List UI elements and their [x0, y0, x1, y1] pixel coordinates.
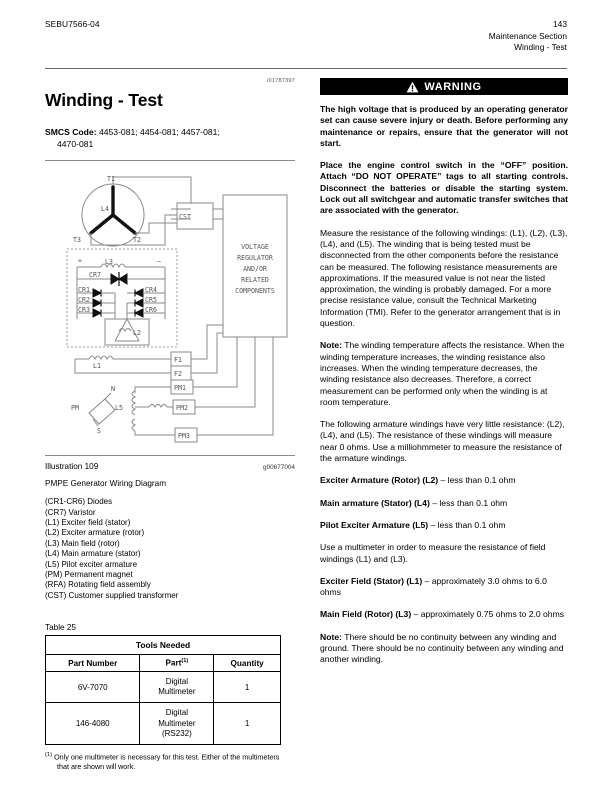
warning-paragraph-1: The high voltage that is produced by an operating generator set can cause severe injury or death. Before performing any maintenance or repairs, ensure that the generator will not start. — [320, 104, 568, 148]
table-label: Table 25 — [45, 623, 76, 633]
l1-return — [75, 359, 171, 373]
label-south: S — [97, 427, 101, 436]
left-column — [45, 78, 295, 771]
table-row — [46, 703, 281, 745]
svg-text:REGULATOR: REGULATOR — [237, 254, 273, 263]
cell-quantity: 1 — [214, 703, 281, 745]
spec-name: Pilot Exciter Armature (L5) — [320, 519, 429, 530]
l5-to-pm1 — [135, 387, 171, 391]
smcs-codes-continued: 4470-081 — [57, 138, 94, 149]
diagram-legend — [45, 497, 295, 601]
warning-triangle-icon — [406, 81, 419, 93]
note-text: The winding temperature affects the resistance. When the winding temperature increases, the winding resistance also increases. When the winding temperature decreases, the winding resistance also decreases. Therefore, a correct measurement can be performed only when the winding is at room temperature. — [320, 340, 565, 407]
cell-part-number: 146-4080 — [46, 703, 140, 745]
l1-coil — [89, 356, 113, 359]
right-column — [320, 78, 568, 677]
label-north: N — [111, 385, 115, 394]
column-header-part — [140, 655, 214, 672]
page-title: Winding - Test — [45, 90, 163, 110]
spec-main-armature-stator — [320, 498, 568, 509]
cell-part-text: Digital Multimeter — [158, 676, 196, 697]
l2-exciter-armature — [105, 319, 149, 345]
column-header-quantity: Quantity — [214, 655, 281, 672]
warning-paragraph-2: Place the engine control switch in the “OFF” position. Attach “DO NOT OPERATE” tags to all starting controls. Disconnect the batteries or disable the starting system. Lock out all switchgear and automatic transfer switches that are associated with the generator. — [320, 160, 568, 216]
label-minus: – — [157, 257, 161, 266]
footnote-marker: (1) — [181, 658, 189, 665]
label-l1: L1 — [93, 362, 101, 371]
pm-north-tick — [105, 393, 111, 399]
cell-part — [140, 671, 214, 702]
pm2-to-regulator — [195, 353, 255, 407]
label-l4: L4 — [101, 205, 109, 214]
l5-to-pm3 — [135, 431, 175, 435]
svg-text:RELATED: RELATED — [241, 276, 269, 285]
label-cr6: CR6 — [145, 306, 157, 315]
illustration-bottom-divider — [45, 455, 295, 456]
label-l5: L5 — [115, 404, 123, 413]
cell-part-text: Digital Multimeter (RS232) — [158, 708, 196, 738]
spec-main-field-rotor — [320, 609, 568, 620]
label-cr7: CR7 — [89, 271, 101, 280]
cr7-varistor-symbol — [111, 272, 127, 286]
column-header-part-text: Part — [165, 658, 182, 668]
label-t3: T3 — [73, 236, 81, 245]
page-number: 143 — [553, 19, 567, 29]
l5-pilot-exciter-armature — [132, 391, 135, 431]
table-footnote-text: Only one multimeter is necessary for this test. Either of the multimeters that are shown will work. — [54, 752, 280, 771]
list-item: (CST) Customer supplied transformer — [45, 590, 179, 600]
spec-value: – approximately 3.0 ohms to 6.0 ohms — [320, 575, 547, 598]
label-cr3: CR3 — [78, 306, 90, 315]
list-item: (L4) Main armature (stator) — [45, 549, 141, 559]
label-voltage-regulator — [235, 243, 275, 295]
spec-value: – less than 0.1 ohm — [438, 475, 516, 486]
cell-quantity: 1 — [214, 671, 281, 702]
note-text: There should be no continuity between any winding and ground. There should be no continuity between any winding and another winding. — [320, 631, 564, 665]
section-name: Maintenance Section — [488, 30, 567, 41]
warning-banner-label: WARNING — [424, 80, 482, 93]
illustration-caption-row — [45, 462, 295, 471]
cell-part-number: 6V-7070 — [46, 671, 140, 702]
illustration-graphic-number: g00677004 — [263, 464, 295, 472]
spec-exciter-field-stator — [320, 576, 568, 599]
label-cr5: CR5 — [145, 296, 157, 305]
table-footnote-marker: (1) — [45, 752, 53, 758]
label-f1: F1 — [174, 356, 182, 365]
list-item: (CR7) Varistor — [45, 507, 96, 517]
label-l2: L2 — [133, 329, 141, 338]
label-cst: CST — [179, 213, 191, 222]
note-label: Note: — [320, 631, 342, 642]
permanent-magnet-bar — [89, 399, 115, 424]
svg-text:AND/OR: AND/OR — [243, 265, 267, 274]
pm1-to-regulator — [193, 353, 237, 387]
list-item: (L2) Exciter armature (rotor) — [45, 528, 145, 538]
label-cr2: CR2 — [78, 296, 90, 305]
label-cr1: CR1 — [78, 286, 90, 295]
body-paragraph-2: The following armature windings have very little resistance: (L2), (L4), and (L5). The resistance of these windings will measure near 0 ohms. Use a milliohmmeter to measure the resistance of the armature windings. — [320, 419, 565, 464]
document-number: SEBU7566-04 — [45, 19, 100, 29]
spec-value: – less than 0.1 ohm — [428, 519, 506, 530]
illustration-id: i01787397 — [267, 78, 295, 84]
spec-name: Exciter Field (Stator) (L1) — [320, 575, 423, 586]
body-paragraph-1: Measure the resistance of the following windings: (L1), (L2), (L3), (L4), and (L5). The winding that is being tested must be disconnected from the other components before the resistance can be measured. The following resistance measurements are approximations. If the measured value is not near the listed approximation, the winding is probably damaged. For a more precise resistance value, consult the Technical Marketing Information (TMI). Refer to the generator arrangement that is in question. — [320, 227, 568, 329]
list-item: (L3) Main field (rotor) — [45, 538, 120, 548]
smcs-label: SMCS Code: — [45, 127, 97, 137]
illustration-top-divider — [45, 160, 295, 161]
list-item: (PM) Permanent magnet — [45, 570, 133, 580]
table-title: Tools Needed — [46, 636, 281, 655]
t1-lead — [113, 177, 191, 203]
table-header-row — [46, 655, 281, 672]
svg-text:COMPONENTS: COMPONENTS — [235, 287, 275, 296]
table-row — [46, 671, 281, 702]
spec-name: Exciter Armature (Rotor) (L2) — [320, 475, 439, 486]
label-cr4: CR4 — [145, 286, 157, 295]
page-header-right — [489, 19, 567, 54]
list-item: (CR1-CR6) Diodes — [45, 497, 113, 507]
label-f2: F2 — [174, 370, 182, 379]
list-item: (RFA) Rotating field assembly — [45, 580, 151, 590]
list-item: (L1) Exciter field (stator) — [45, 518, 131, 527]
f1-to-regulator — [191, 325, 223, 359]
spec-name: Main armature (Stator) (L4) — [320, 497, 430, 508]
label-pm3: PM3 — [178, 432, 190, 441]
pmpe-generator-wiring-diagram — [45, 167, 295, 449]
label-pm2: PM2 — [176, 404, 188, 413]
note-paragraph-2 — [320, 632, 568, 666]
spec-pilot-exciter-armature — [320, 520, 568, 531]
l4-wye-windings — [91, 187, 135, 233]
label-pm1: PM1 — [174, 384, 186, 393]
column-header-part-number: Part Number — [46, 655, 140, 672]
table-title-row — [46, 636, 281, 655]
tools-needed-table — [45, 635, 281, 745]
spec-name: Main Field (Rotor) (L3) — [320, 609, 412, 620]
spec-exciter-armature-rotor — [320, 475, 568, 486]
svg-text:VOLTAGE: VOLTAGE — [241, 243, 269, 252]
warning-banner — [320, 78, 568, 95]
l5-mid-coil — [149, 405, 167, 408]
spec-value: – less than 0.1 ohm — [429, 497, 508, 508]
label-pm: PM — [71, 404, 79, 413]
note-label: Note: — [320, 340, 342, 351]
illustration-subcaption: PMPE Generator Wiring Diagram — [45, 479, 167, 489]
wiring-diagram-svg — [45, 167, 295, 449]
topic-name: Winding - Test — [514, 42, 567, 53]
smcs-code-line — [45, 127, 295, 150]
body-paragraph-3: Use a multimeter in order to measure the resistance of field windings (L1) and (L3). — [320, 542, 546, 564]
label-t1: T1 — [107, 175, 115, 184]
pm3-to-regulator — [197, 353, 273, 435]
list-item: (L5) Pilot exciter armature — [45, 559, 138, 569]
header-divider — [45, 68, 567, 69]
illustration-caption: Illustration 109 — [45, 462, 99, 472]
note-paragraph-1 — [320, 340, 568, 408]
smcs-codes: 4453-081; 4454-081; 4457-081; — [98, 127, 220, 137]
label-l3: L3 — [105, 258, 113, 267]
label-plus: + — [78, 257, 82, 266]
table-footnote — [45, 751, 293, 771]
label-t2: T2 — [133, 236, 141, 245]
cell-part — [140, 703, 214, 745]
spec-value: – approximately 0.75 ohms to 2.0 ohms — [411, 609, 565, 620]
